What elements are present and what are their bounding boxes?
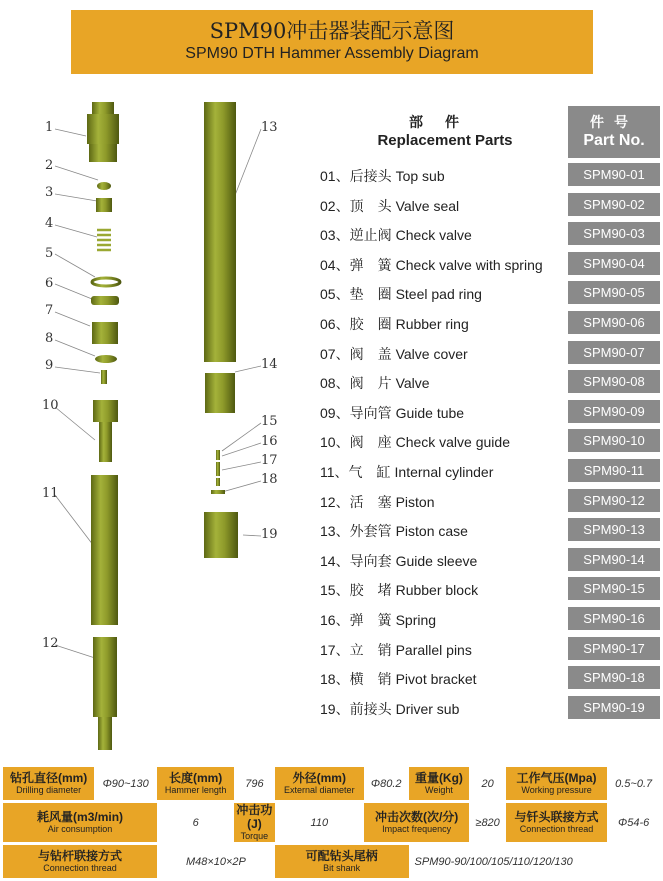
part-name-cn: 外套管	[349, 523, 392, 540]
part-no-badge: SPM90-06	[568, 311, 660, 334]
callout-7: 7	[45, 303, 54, 318]
part-name	[320, 699, 459, 719]
spec-value-external-diameter: Φ80.2	[364, 767, 409, 800]
part-name	[320, 284, 482, 304]
part-no-badge: SPM90-19	[568, 696, 660, 719]
callout-15: 15	[261, 414, 278, 429]
part-row	[320, 574, 660, 604]
part-no-header	[568, 106, 660, 158]
spec-value-drilling-diameter: Φ90~130	[94, 767, 157, 800]
parts-header-en: Replacement Parts	[377, 132, 513, 149]
part-row	[320, 693, 660, 723]
part-number: 04、	[320, 256, 350, 273]
part-name	[320, 551, 477, 571]
part-row	[320, 663, 660, 693]
part-no-badge: SPM90-08	[568, 370, 660, 393]
part-name-cn: 气 缸	[348, 463, 391, 480]
part-no-badge: SPM90-09	[568, 400, 660, 423]
callout-10: 10	[42, 398, 59, 413]
part-no-badge: SPM90-16	[568, 607, 660, 630]
part-no-badge: SPM90-10	[568, 429, 660, 452]
title-banner	[71, 10, 593, 74]
callout-14: 14	[261, 357, 278, 372]
callout-2: 2	[45, 158, 54, 173]
part-no-badge: SPM90-17	[568, 637, 660, 660]
part-name-en: Top sub	[395, 168, 445, 184]
part-number: 05、	[320, 286, 350, 303]
part-number: 12、	[320, 493, 350, 510]
part-no-badge: SPM90-07	[568, 341, 660, 364]
part-name-en: Guide sleeve	[395, 552, 478, 569]
parts-header-cn: 部件	[409, 114, 481, 130]
part-number: 10、	[320, 434, 350, 451]
part-name	[320, 640, 472, 660]
part-number: 02、	[320, 197, 350, 214]
part-name	[320, 166, 445, 186]
part-row	[320, 456, 660, 486]
part-row	[320, 367, 660, 397]
callout-17: 17	[261, 453, 278, 468]
part-no-badge: SPM90-15	[568, 577, 660, 600]
part-name-cn: 后接头	[349, 168, 392, 184]
part-name-en: Guide tube	[395, 404, 465, 421]
part-row	[320, 604, 660, 634]
part-name-en: Driver sub	[395, 700, 460, 717]
part-name-cn: 活 塞	[349, 493, 392, 510]
part-no-badge: SPM90-05	[568, 281, 660, 304]
assembly-diagram	[0, 80, 300, 750]
part-name	[320, 610, 436, 630]
part-name-en: Check valve with spring	[395, 256, 543, 273]
spec-label-impact-frequency: 冲击次数(次/分) Impact frequency	[364, 803, 469, 842]
spec-value-torque: 110	[275, 803, 364, 842]
spec-value-hammer-length: 796	[234, 767, 275, 800]
part-no-badge: SPM90-02	[568, 193, 660, 216]
callout-1: 1	[45, 120, 54, 135]
spec-row	[3, 845, 660, 878]
part-number: 06、	[320, 315, 350, 332]
part-name-en: Spring	[395, 611, 437, 628]
callout-8: 8	[45, 331, 54, 346]
part-name-cn: 阀 座	[349, 434, 392, 451]
part-row	[320, 338, 660, 368]
spec-value-connection-thread: M48×10×2P	[157, 845, 275, 878]
part-name-cn: 导向套	[349, 552, 392, 569]
part-name-cn: 逆止阀	[349, 227, 392, 244]
part-name	[320, 225, 472, 245]
part-no-badge: SPM90-12	[568, 489, 660, 512]
callout-13: 13	[261, 120, 278, 135]
part-name	[320, 255, 543, 275]
part-number: 15、	[320, 582, 350, 599]
part-name-cn: 前接头	[349, 700, 392, 717]
spec-value-working-pressure: 0.5~0.7	[607, 767, 660, 800]
part-no-badge: SPM90-03	[568, 222, 660, 245]
part-row	[320, 160, 660, 190]
part-name-cn: 阀 盖	[349, 345, 392, 362]
part-name-cn: 顶 头	[349, 197, 392, 214]
part-name-en: Valve cover	[395, 345, 468, 362]
part-name-cn: 胶 堵	[349, 582, 392, 599]
part-name	[320, 521, 468, 541]
part-name-cn: 垫 圈	[349, 286, 392, 303]
part-name	[320, 669, 477, 689]
part-no-badge: SPM90-01	[568, 163, 660, 186]
spec-label-external-diameter: 外径(mm) External diameter	[275, 767, 364, 800]
part-name	[320, 196, 459, 216]
part-name-en: Check valve guide	[395, 434, 510, 451]
part-name-en: Valve	[395, 375, 430, 392]
part-name-en: Piston	[395, 493, 435, 510]
title-cn: SPM90冲击器装配示意图	[209, 19, 455, 43]
part-name-cn: 弹 簧	[349, 611, 392, 628]
spec-value-impact-frequency: ≥820	[469, 803, 506, 842]
part-name-en: Rubber block	[395, 582, 479, 599]
part-row	[320, 515, 660, 545]
part-number: 11、	[320, 463, 349, 480]
part-name	[320, 403, 464, 423]
spec-row	[3, 767, 660, 800]
specs-table	[3, 764, 660, 881]
spec-value-weight: 20	[469, 767, 506, 800]
part-name-en: Piston case	[395, 523, 468, 540]
part-no-header-en: Part No.	[583, 132, 645, 149]
part-name-en: Internal cylinder	[394, 463, 494, 480]
part-name-en: Check valve	[395, 227, 472, 244]
part-name-en: Pivot bracket	[395, 671, 477, 688]
part-name-en: Valve seal	[395, 197, 460, 214]
part-name	[320, 344, 468, 364]
part-row	[320, 308, 660, 338]
part-no-badge: SPM90-14	[568, 548, 660, 571]
part-row	[320, 486, 660, 516]
part-no-badge: SPM90-18	[568, 666, 660, 689]
part-row	[320, 545, 660, 575]
spec-label-hammer-length: 长度(mm) Hammer length	[157, 767, 234, 800]
spec-label-drilling-diameter: 钻孔直径(mm) Drilling diameter	[3, 767, 94, 800]
parts-list	[320, 160, 660, 722]
callout-11: 11	[42, 486, 59, 501]
part-number: 07、	[320, 345, 350, 362]
spec-label-connection-thread: 与钻杆联接方式 Connection thread	[3, 845, 157, 878]
spec-label-weight: 重量(Kg) Weight	[409, 767, 470, 800]
callout-16: 16	[261, 434, 278, 449]
callout-18: 18	[261, 472, 278, 487]
part-number: 17、	[320, 641, 350, 658]
part-number: 13、	[320, 523, 350, 540]
part-name	[320, 314, 469, 334]
part-name	[320, 462, 493, 482]
callout-6: 6	[45, 276, 54, 291]
spec-label-air-consumption: 耗风量(m3/min) Air consumption	[3, 803, 157, 842]
spec-label-bit-shank: 可配钻头尾柄 Bit shank	[275, 845, 409, 878]
part-row	[320, 219, 660, 249]
callout-3: 3	[45, 185, 54, 200]
callout-5: 5	[45, 246, 54, 261]
parts-header	[330, 112, 560, 149]
title-en: SPM90 DTH Hammer Assembly Diagram	[185, 45, 479, 62]
part-no-header-cn: 件号	[590, 114, 638, 130]
part-name-cn: 阀 片	[349, 375, 392, 392]
part-number: 19、	[320, 700, 350, 717]
part-name-en: Rubber ring	[395, 315, 469, 332]
callout-12: 12	[42, 636, 59, 651]
part-name	[320, 373, 430, 393]
part-number: 18、	[320, 671, 350, 688]
part-name-cn: 弹 簧	[349, 256, 392, 273]
spec-label-connection-thread-bit: 与钎头联接方式 Connection thread	[506, 803, 607, 842]
part-number: 14、	[320, 552, 350, 569]
part-name	[320, 432, 510, 452]
spec-label-torque: 冲击功(J) Torque	[234, 803, 275, 842]
part-number: 03、	[320, 227, 350, 244]
part-row	[320, 634, 660, 664]
part-name-en: Parallel pins	[395, 641, 472, 658]
spec-value-air-consumption: 6	[157, 803, 234, 842]
part-name	[320, 580, 478, 600]
part-row	[320, 249, 660, 279]
callout-9: 9	[45, 358, 54, 373]
part-name	[320, 492, 435, 512]
part-no-badge: SPM90-13	[568, 518, 660, 541]
part-no-badge: SPM90-04	[568, 252, 660, 275]
callout-4: 4	[45, 216, 54, 231]
part-row	[320, 397, 660, 427]
spec-value-bit-shank: SPM90-90/100/105/110/120/130	[409, 845, 660, 878]
part-name-cn: 胶 圈	[349, 315, 392, 332]
part-row	[320, 278, 660, 308]
part-number: 16、	[320, 611, 350, 628]
part-row	[320, 426, 660, 456]
spec-row	[3, 803, 660, 842]
spec-value-connection-thread-bit: Φ54-6	[607, 803, 660, 842]
part-number: 01、	[320, 168, 350, 184]
part-row	[320, 190, 660, 220]
part-number: 08、	[320, 375, 350, 392]
spec-label-working-pressure: 工作气压(Mpa) Working pressure	[506, 767, 607, 800]
part-number: 09、	[320, 404, 350, 421]
part-name-cn: 横 销	[349, 671, 392, 688]
part-name-cn: 立 销	[349, 641, 392, 658]
callout-19: 19	[261, 527, 278, 542]
part-name-cn: 导向管	[349, 404, 392, 421]
part-no-badge: SPM90-11	[568, 459, 660, 482]
part-name-en: Steel pad ring	[395, 286, 482, 303]
